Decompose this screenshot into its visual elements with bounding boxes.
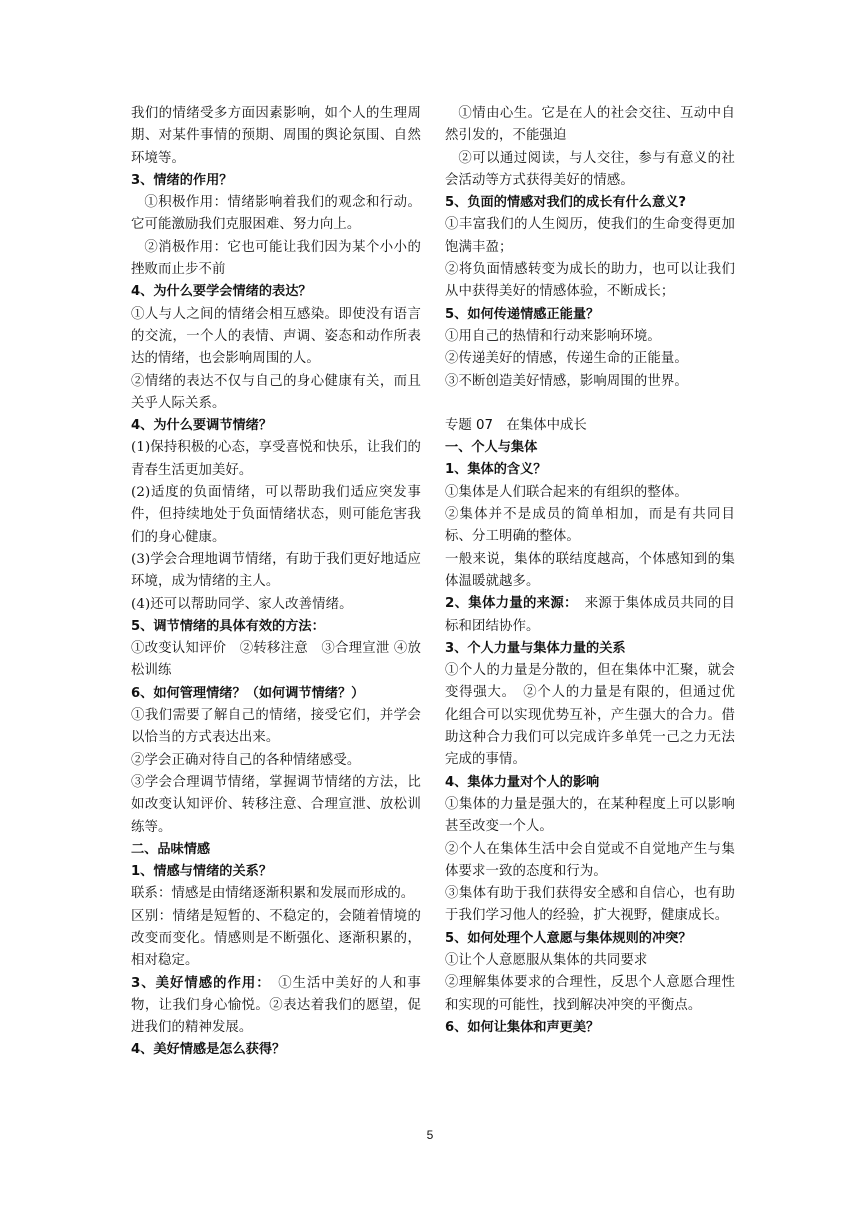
section-heading: 3、情绪的作用？ [131,172,233,188]
section-heading: 3、个人力量与集体力量的关系 [445,640,626,656]
paragraph: ①集体是人们联合起来的有组织的整体。 [445,484,688,500]
paragraph: ①情由心生。它是在人的社会交往、互动中自然引发的，不能强迫 [445,106,735,144]
section-heading: 6、如何让集体和声更美？ [445,1019,600,1035]
paragraph-lead: 3、美好情感的作用： [131,975,264,991]
paragraph: ①人与人之间的情绪会相互感染。即使没有语言的交流，一个人的表情、声调、姿态和动作所表达的情绪，也会影响周围的人。 [131,306,421,367]
paragraph: ②情绪的表达不仅与自己的身心健康有关，而且关乎人际关系。 [131,373,421,411]
paragraph-body: ①生活中美好的人和事物，让我们身心愉悦。②表达着我们的愿望，促进我们的精神发展。 [131,975,421,1036]
paragraph [131,973,421,1040]
paragraph: ①让个人意愿服从集体的共同要求 [445,952,648,968]
section-heading: 1、情感与情绪的关系？ [131,864,273,880]
section-heading: 4、美好情感是怎么获得？ [131,1042,286,1058]
section-heading: 4、集体力量对个人的影响 [445,774,600,790]
paragraph: 联系：情感是由情绪逐渐积累和发展而形成的。 [131,886,415,902]
paragraph: 区别：情绪是短暂的、不稳定的，会随着情境的改变而变化。情感则是不断强化、逐渐积累的，相对稳定。 [131,908,421,969]
section-heading: 5、负面的情感对我们的成长有什么意义? [445,195,687,211]
paragraph: ①我们需要了解自己的情绪，接受它们，并学会以恰当的方式表达出来。 [131,708,421,746]
paragraph: ③不断创造美好情感，影响周围的世界。 [445,373,688,389]
section-heading: 4、为什么要学会情绪的表达？ [131,284,312,300]
section-heading: 4、为什么要调节情绪？ [131,418,273,434]
paragraph: 我们的情绪受多方面因素影响，如个人的生理周期、对某件事情的预期、周围的舆论氛围、自然环境等。 [131,106,421,166]
paragraph: ②将负面情感转变为成长的助力，也可以让我们从中获得美好的情感体验，不断成长； [445,262,735,300]
paragraph: (3)学会合理地调节情绪，有助于我们更好地适应环境，成为情绪的主人。 [131,551,421,590]
section-heading: 1、集体的含义？ [445,462,547,478]
paragraph: ①丰富我们的人生阅历，使我们的生命变得更加饱满丰盈； [445,217,735,255]
paragraph: ②集体并不是成员的简单相加，而是有共同目标、分工明确的整体。 [445,507,735,545]
left-column [131,103,421,1062]
paragraph: ③学会合理调节情绪，掌握调节情绪的方法，比如改变认知评价、转移注意、合理宣泄、放松训练等。 [131,774,421,835]
paragraph: ②理解集体要求的合理性，反思个人意愿合理性和实现的可能性，找到解决冲突的平衡点。 [445,975,735,1013]
paragraph: (4)还可以帮助同学、家人改善情绪。 [131,596,353,612]
paragraph: ①用自己的热情和行动来影响环境。 [445,328,661,344]
section-heading: 二、品味情感 [131,841,211,857]
topic-title: 专题 07 在集体中成长 [445,417,587,433]
paragraph: ②传递美好的情感，传递生命的正能量。 [445,351,688,367]
section-heading: 5、如何传递情感正能量？ [445,306,600,322]
section-heading: 5、如何处理个人意愿与集体规则的冲突？ [445,930,692,946]
right-column [445,103,735,1039]
paragraph: (2)适度的负面情绪，可以帮助我们适应突发事件，但持续地处于负面情绪状态，则可能危害我们的身心健康。 [131,485,421,545]
spacer [445,393,735,415]
paragraph: ③集体有助于我们获得安全感和自信心，也有助于我们学习他人的经验，扩大视野，健康成长。 [445,886,735,924]
paragraph: ①集体的力量是强大的，在某种程度上可以影响甚至改变一个人。 [445,796,735,835]
section-heading: 6、如何管理情绪？（如何调节情绪？） [131,685,365,701]
paragraph: ①改变认知评价 ②转移注意 ③合理宣泄 ④放松训练 [131,641,421,679]
paragraph-body: 来源于集体成员共同的目标和团结协作。 [445,596,735,634]
paragraph: ①积极作用：情绪影响着我们的观念和行动。它可能激励我们克服困难、努力向上。 [131,195,421,233]
paragraph: ②学会正确对待自己的各种情绪感受。 [131,752,361,768]
paragraph [445,593,735,638]
section-heading: 一、个人与集体 [445,440,538,456]
paragraph-lead: 2、集体力量的来源： [445,596,572,612]
paragraph: ①个人的力量是分散的，但在集体中汇聚，就会变得强大。 ②个人的力量是有限的，但通过优化组合可以实现优势互补，产生强大的合力。借助这种合力我们可以完成许多单凭一己之力无法完成的事情。 [445,663,735,768]
page-number: 5 [426,1128,434,1142]
paragraph: ②个人在集体生活中会自觉或不自觉地产生与集体要求一致的态度和行为。 [445,841,735,879]
section-heading: 5、调节情绪的具体有效的方法： [131,618,325,634]
paragraph: ②可以通过阅读，与人交往，参与有意义的社会活动等方式获得美好的情感。 [445,150,735,188]
paragraph: (1)保持积极的心态，享受喜悦和快乐，让我们的青春生活更加美好。 [131,440,421,478]
paragraph: 一般来说，集体的联结度越高，个体感知到的集体温暖就越多。 [445,551,735,589]
paragraph: ②消极作用：它也可能让我们因为某个小小的挫败而止步不前 [131,239,421,278]
